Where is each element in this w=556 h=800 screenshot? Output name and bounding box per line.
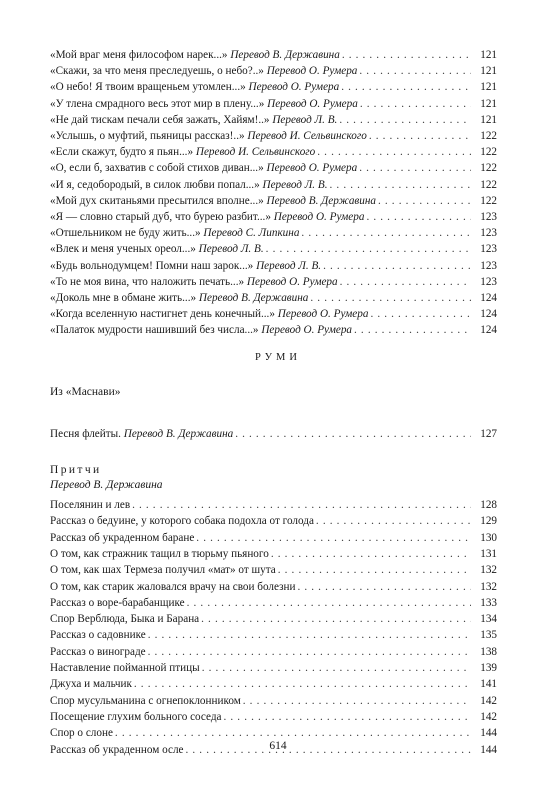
toc-entry-title: «Не дай тискам печали себя зажать, Хайям!..» Перевод Л. В. <box>50 113 338 126</box>
leader-dots <box>354 322 471 338</box>
toc-entry-title: Рассказ о воре-барабанщике <box>50 596 185 609</box>
leader-dots <box>134 676 471 692</box>
leader-dots <box>340 274 471 290</box>
toc-entry <box>50 660 497 676</box>
toc-entry <box>50 290 497 306</box>
leader-dots <box>202 660 471 676</box>
toc-entry-title: Посещение глухим больного соседа <box>50 710 222 723</box>
toc-entry-title: «Когда вселенную настигнет день конечный...» Перевод О. Румера <box>50 308 369 321</box>
toc-entry-page: 130 <box>480 531 497 544</box>
toc-entry-title: «Скажи, за что меня преследуешь, о небо?..» Перевод О. Румера <box>50 65 358 78</box>
leader-dots <box>366 209 471 225</box>
author-heading: РУМИ <box>255 352 301 363</box>
toc-entry <box>50 644 497 660</box>
toc-entry-page: 122 <box>480 162 497 175</box>
toc-entry-page: 131 <box>480 547 497 560</box>
toc-entry <box>50 693 497 709</box>
toc-entry <box>50 725 497 741</box>
toc-entry-title: «Если скажут, будто я пьян...» Перевод И. Сельвинского <box>50 146 316 159</box>
toc-entry-title: «Палаток мудрости нашивший без числа...» Перевод О. Румера <box>50 324 353 337</box>
toc-entry-title: Спор о слоне <box>50 727 113 740</box>
toc-entry-title: Джуха и мальчик <box>50 678 132 691</box>
toc-entry-page: 121 <box>480 113 497 126</box>
toc-entry-page: 124 <box>480 292 497 304</box>
leader-dots <box>148 627 471 643</box>
toc-entry <box>50 177 497 193</box>
toc-entry-page: 121 <box>480 81 497 94</box>
toc-entry-page: 124 <box>480 308 497 321</box>
toc-entry <box>50 128 497 144</box>
toc-entry-title: О том, как стражник тащил в тюрьму пьяного <box>50 547 269 560</box>
toc-entry-page: 127 <box>480 428 497 440</box>
leader-dots <box>243 693 471 709</box>
leader-dots <box>298 579 472 595</box>
toc-entry-title: Поселянин и лев <box>50 499 131 511</box>
toc-entry <box>50 562 497 578</box>
toc-entry-title: «О, если б, захватив с собой стихов диван...» Перевод О. Румера <box>50 162 358 175</box>
leader-dots <box>148 644 471 660</box>
toc-entry-title: Наставление пойманной птицы <box>50 662 200 674</box>
masnavi-heading: Из «Маснави» <box>50 386 121 398</box>
toc-entry-page: 128 <box>480 499 497 511</box>
toc-entry <box>50 497 497 513</box>
toc-entry-title: О том, как старик жаловался врачу на свои болезни <box>50 580 296 593</box>
toc-entry <box>50 193 497 209</box>
toc-entry-page: 123 <box>480 259 497 272</box>
toc-entry <box>50 426 497 442</box>
toc-entry-page: 122 <box>480 146 497 159</box>
toc-entry <box>50 258 497 274</box>
toc-entry-title: Рассказ об украденном баране <box>50 531 195 544</box>
toc-entry-page: 123 <box>480 211 497 223</box>
toc-entry <box>50 546 497 562</box>
toc-entry-page: 132 <box>480 580 497 593</box>
parables-heading: Притчи <box>50 464 102 476</box>
leader-dots <box>187 595 471 611</box>
leader-dots <box>201 611 471 627</box>
toc-entry-title: «То не моя вина, что наложить печать...» Перевод О. Румера <box>50 275 338 288</box>
leader-dots <box>115 725 471 741</box>
toc-entry <box>50 611 497 627</box>
toc-entry <box>50 96 497 112</box>
toc-entry-page: 121 <box>480 65 497 78</box>
leader-dots <box>266 241 471 257</box>
toc-entry-page: 138 <box>480 645 497 658</box>
toc-entry-page: 133 <box>480 596 497 609</box>
toc-entry-page: 142 <box>480 694 497 707</box>
toc-entry <box>50 225 497 241</box>
toc-entry-page: 135 <box>480 629 497 642</box>
toc-entry <box>50 160 497 176</box>
leader-dots <box>132 497 471 513</box>
toc-entry-page: 142 <box>480 710 497 723</box>
toc-entry-title: «Доколь мне в обмане жить...» Перевод В. Державина <box>50 292 309 304</box>
toc-entry-title: Спор Верблюда, Быка и Барана <box>50 613 200 626</box>
toc-entry <box>50 530 497 546</box>
parables-translator: Перевод В. Державина <box>50 479 163 491</box>
toc-entry-title: О том, как шах Термеза получил «мат» от шута <box>50 564 276 577</box>
leader-dots <box>316 513 471 529</box>
toc-entry <box>50 709 497 725</box>
toc-entry <box>50 79 497 95</box>
toc-entry-title: «О небо! Я твоим вращеньем утомлен...» Перевод О. Румера <box>50 81 340 94</box>
leader-dots <box>323 258 471 274</box>
leader-dots <box>317 144 471 160</box>
toc-entry <box>50 627 497 643</box>
toc-entry-page: 132 <box>480 564 497 577</box>
page-number: 614 <box>269 740 287 752</box>
toc-entry <box>50 274 497 290</box>
toc-entry <box>50 595 497 611</box>
toc-entry-title: «И я, седобородый, в силок любви попал...» Перевод Л. В. <box>50 178 328 191</box>
toc-entry <box>50 513 497 529</box>
toc-entry-page: 123 <box>480 243 497 256</box>
toc-entry-page: 121 <box>480 97 497 110</box>
toc-entry-title: Спор мусульманина с огнепоклонником <box>50 694 241 707</box>
toc-entry-title: «У тлена смрадного весь этот мир в плену...» Перевод О. Румера <box>50 97 358 110</box>
leader-dots <box>359 160 471 176</box>
leader-dots <box>378 193 471 209</box>
leader-dots <box>196 530 471 546</box>
toc-entry-title: «Отшельником не буду жить...» Перевод С. Липкина <box>50 227 300 240</box>
toc-entry-title: «Будь вольнодумцем! Помни наш зарок...» Перевод Л. В. <box>50 259 322 272</box>
toc-entry <box>50 144 497 160</box>
leader-dots <box>339 112 471 128</box>
toc-entry <box>50 47 497 63</box>
toc-entry <box>50 322 497 338</box>
toc-entry-title: Рассказ о винограде <box>50 645 146 658</box>
toc-entry-title: «Мой враг меня философом нарек...» Перевод В. Державина <box>50 49 340 61</box>
leader-dots <box>235 426 471 442</box>
toc-entry-title: «Влек и меня ученых ореол...» Перевод Л. В. <box>50 243 264 256</box>
toc-entry <box>50 241 497 257</box>
toc-entry-title: Рассказ об украденном осле <box>50 743 184 756</box>
toc-entry-page: 122 <box>480 178 497 191</box>
leader-dots <box>330 177 471 193</box>
toc-entry-page: 124 <box>480 324 497 337</box>
leader-dots <box>278 562 471 578</box>
toc-entry <box>50 63 497 79</box>
leader-dots <box>359 63 471 79</box>
toc-entry <box>50 676 497 692</box>
toc-entry-title: «Мой дух скитаньями пресытился вполне...» Перевод В. Державина <box>50 194 377 207</box>
toc-entry-page: 139 <box>480 662 497 674</box>
leader-dots <box>310 290 471 306</box>
leader-dots <box>370 306 471 322</box>
toc-entry-page: 123 <box>480 227 497 240</box>
toc-entry-page: 134 <box>480 613 497 626</box>
toc-entry-page: 122 <box>480 194 497 207</box>
toc-entry-page: 144 <box>480 743 497 756</box>
toc-entry-page: 144 <box>480 727 497 740</box>
leader-dots <box>341 79 471 95</box>
leader-dots <box>342 47 471 63</box>
toc-entry-title: Песня флейты. Перевод В. Державина <box>50 428 234 440</box>
leader-dots <box>369 128 471 144</box>
leader-dots <box>224 709 471 725</box>
toc-entry <box>50 579 497 595</box>
toc-entry <box>50 306 497 322</box>
leader-dots <box>360 96 471 112</box>
toc-entry-page: 121 <box>480 49 497 61</box>
leader-dots <box>301 225 471 241</box>
toc-entry-title: Рассказ о садовнике <box>50 629 146 642</box>
toc-entry <box>50 209 497 225</box>
leader-dots <box>271 546 471 562</box>
toc-entry-page: 141 <box>480 678 497 691</box>
toc-entry-page: 129 <box>480 515 497 528</box>
toc-entry-title: «Услышь, о муфтий, пьяницы рассказ!..» Перевод И. Сельвинского <box>50 130 367 142</box>
toc-entry-page: 122 <box>480 130 497 142</box>
toc-entry-title: «Я — словно старый дуб, что бурею разбит...» Перевод О. Румера <box>50 211 365 223</box>
toc-entry-title: Рассказ о бедуине, у которого собака подохла от голода <box>50 515 314 528</box>
toc-entry-page: 123 <box>480 275 497 288</box>
toc-entry <box>50 112 497 128</box>
